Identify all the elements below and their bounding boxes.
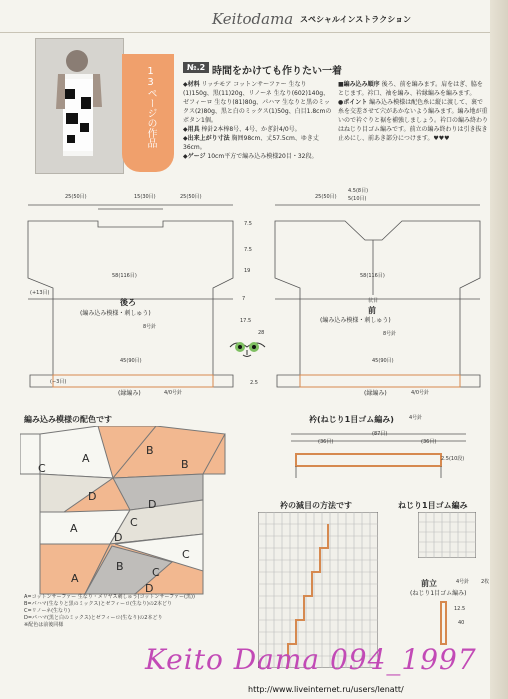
back-width-top: 25(50目) [65,194,87,200]
collar-needle: 4号針 [409,415,423,421]
color-chart-title: 編み込み模様の配色です [24,415,112,424]
chart-label-c3: C [152,566,160,579]
front-body-width: 58(116目) [360,273,385,279]
procedure-block [338,80,488,143]
mid-dim-7: 2.5 [250,380,258,386]
chart-label-c2: C [130,516,138,529]
placket-needle: 4号針 [456,579,470,585]
mid-dim-2: 7.5 [244,247,252,253]
materials-text: リッチモア コットンサーファー 生なり(1)150g、黒(11)20g、リノーネ 生なり(602)140g、ゼフィーロ 生なり(81)80g、パハマ 生なりと黒のミックス(2)80g、黒と白のミックス(1)50g、白目1.8cmのボタン1個。 [183,81,332,124]
legend-note: ※配色は前後同様 [24,622,64,628]
footer-url: http://www.liveinternet.ru/users/lenatt/ [248,685,404,694]
point-heading: ●ポイント [338,99,368,106]
legend-b: B=パハマ(生なりと黒のミックス)とゼフィーロ(生なり)の2本どり [24,601,173,607]
back-hem-needle: 4/0号針 [164,390,183,396]
front-hem-width: 45(90目) [372,358,394,364]
chart-label-a1: A [82,452,90,465]
chart-label-c4: C [182,548,190,561]
back-neck-width: 15(30目) [134,194,156,200]
order-heading: ■編み込み順序 [338,81,380,88]
legend-a: A=コットンサーファー 生なり・メリヤス刺しゅう(コットンサーファー(黒)) [24,594,195,600]
front-needle: 8号針 [383,331,397,337]
mid-dim-3: 19 [244,268,251,274]
back-title: 後ろ [120,298,136,307]
chart-label-b2: B [181,458,189,471]
back-minus3: (−3目) [50,379,67,385]
back-hem-width: 45(90目) [120,358,142,364]
legend-c: C=リノーネ(生なり) [24,608,70,614]
chart-label-b1: B [146,444,154,457]
placket-title: 前立 [421,579,437,588]
back-body-width: 58(116目) [112,273,137,279]
collar-title: 衿(ねじり1目ゴム編み) [309,415,394,424]
front-hem: (縁編み) [364,390,387,397]
mid-dim-1: 7.5 [244,221,252,227]
collar-width: (87目) [372,431,388,437]
chart-label-a2: A [70,522,78,535]
front-center-label: 状目 [368,298,379,304]
placket-len-a: 12.5 [454,606,466,612]
color-legend [24,594,234,629]
front-neck-a: 4.5(8目) [348,188,369,194]
collar-height: 2.5(10段) [441,456,465,462]
front-title: 前 [368,306,376,315]
point-text: 編み込み模様は配色糸に縦に渡して、裏で糸を交差させて穴があかないよう編みます。編み地が重いので衿ぐりと裾を補強しましょう。衿口の編み終わりはねじり目ゴム編みです。前立の編み終わりは引き抜き止めにし、前あき部分につけます。♥♥♥ [338,99,489,142]
back-needle: 8号針 [143,324,157,330]
front-subtitle: (編み込み模様・刺しゅう) [320,317,391,324]
size-heading: ◆出来上がり寸法 [183,135,230,142]
legend-d: D=パハマ(黒と白のミックス)とゼフィーロ(生なり)の2本どり [24,615,163,621]
mid-dim-5: 17.5 [240,318,252,324]
gauge-heading: ◆ゲージ [183,153,206,160]
design-number: №.2 [183,62,209,73]
order-text: 後ろ、前を編みます。肩をはぎ、脇をとじます。衿口、袖を編み、衿縁編みを編みます。 [338,81,483,97]
mid-dim-6: 28 [258,330,265,336]
tools-heading: ◆用具 [183,126,200,133]
chart-label-d3: D [114,531,123,544]
brand-logo: Keitodama [212,10,294,28]
placket-len-b: 40 [458,620,465,626]
header-bar [0,0,508,33]
back-shoulder-width: 25(50目) [180,194,202,200]
chart-label-d1: D [88,490,97,503]
side-tab-text: 13ページの作品 [145,66,156,148]
side-tab [122,54,174,172]
chart-label-d2: D [148,498,157,511]
page-edge [490,0,508,699]
front-hem-needle: 4/0号針 [411,390,430,396]
gauge-text: 10cm平方で編み込み模様20目・32段。 [207,153,318,160]
cat-doodle [225,335,270,361]
back-hem: (縁編み) [118,390,141,397]
collar-method-title: 衿の減目の方法です [280,501,352,510]
size-text: 胸囲98cm、丈57.5cm、ゆき丈36cm。 [183,135,319,151]
back-subtitle: (編み込み模様・刺しゅう) [80,310,151,317]
design-title: 時間をかけても作りたい一着 [212,66,342,77]
front-width-top: 25(50目) [315,194,337,200]
collar-side-a: (36目) [318,439,334,445]
front-neck-b: 5(10目) [348,196,367,202]
placket-subtitle: (ねじり1目ゴム編み) [410,590,467,597]
placket-count: 2枚 [481,579,490,585]
back-plus13: (+13目) [30,290,50,296]
chart-label-d4: D [145,582,154,595]
rib-grid [418,512,476,558]
model-photo [35,38,124,174]
section-title: スペシャルインストラクション [300,15,412,24]
rib-title: ねじり1目ゴム編み [398,501,468,510]
tools-text: 棒針2本棒8号、4号、かぎ針4/0号。 [201,126,301,133]
collar-side-b: (36目) [421,439,437,445]
chart-label-a3: A [71,572,79,585]
footer-signature: Keito Dama 094_1997 [145,643,477,676]
mid-dim-4: 7 [242,296,246,302]
materials-heading: ◆材料 [183,81,200,88]
materials-block [183,80,333,161]
chart-label-b3: B [116,560,124,573]
chart-label-c1: C [38,462,46,475]
